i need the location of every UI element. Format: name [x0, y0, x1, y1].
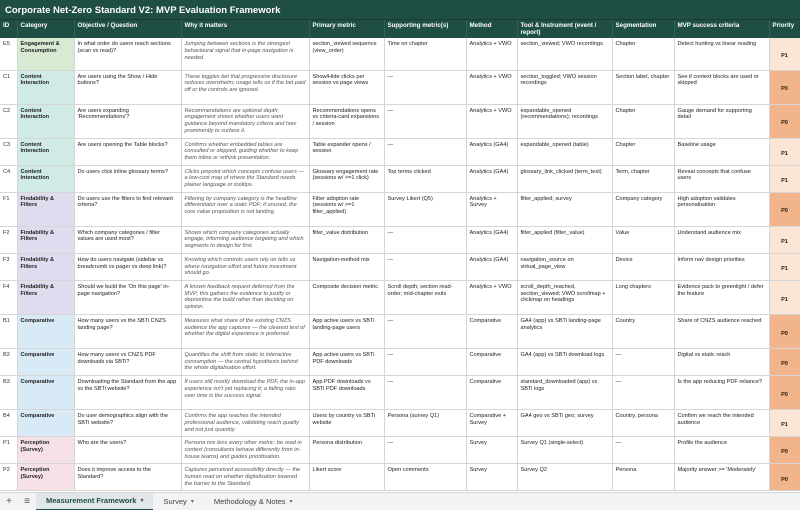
segmentation-cell[interactable]: Chapter	[612, 38, 674, 70]
success-criteria-cell[interactable]: Reveal concepts that confuse users	[674, 165, 769, 192]
why-cell[interactable]: Persona mix lens every other metric: be read in context (consultants behave differently from in-house teams) and guides prioritisation.	[181, 437, 309, 464]
sheet-tab[interactable]	[153, 493, 203, 510]
priority-cell[interactable]: P0	[769, 104, 800, 138]
tool-cell[interactable]: Survey Q2	[517, 464, 612, 491]
supporting-metric-cell[interactable]: Top terms clicked	[384, 165, 466, 192]
why-cell[interactable]: Confirms the app reaches the intended professional audience, validating reach quality and not just quantity.	[181, 410, 309, 437]
id-cell[interactable]: B4	[0, 410, 17, 437]
objective-cell[interactable]: Do users use the filters to find relevant criteria?	[74, 192, 181, 226]
supporting-metric-cell[interactable]: Survey Likert (Q5)	[384, 192, 466, 226]
method-cell[interactable]: Analytics (GA4)	[466, 253, 517, 280]
tool-cell[interactable]: standard_downloaded (app) vs SBTi logs	[517, 376, 612, 410]
chevron-down-icon[interactable]: ▾	[140, 498, 144, 504]
supporting-metric-cell[interactable]: —	[384, 376, 466, 410]
supporting-metric-cell[interactable]: Open comments	[384, 464, 466, 491]
success-criteria-cell[interactable]: High adoption validates personalisation	[674, 192, 769, 226]
success-criteria-cell[interactable]: Confirm we reach the intended audience	[674, 410, 769, 437]
primary-metric-cell[interactable]: Glossary engagement rate (sessions w/ >=1 click)	[309, 165, 384, 192]
id-cell[interactable]: F4	[0, 281, 17, 315]
why-cell[interactable]: Shows which company categories actually engage, informing audience targeting and which segments to design for first.	[181, 226, 309, 253]
tool-cell[interactable]: expandable_opened (recommendations); recordings	[517, 104, 612, 138]
sheet-tab-bar	[0, 492, 800, 510]
objective-cell[interactable]: How many users vs the SBTi CNZS landing page?	[74, 315, 181, 349]
primary-metric-cell[interactable]: Persona distribution	[309, 437, 384, 464]
tool-cell[interactable]: glossary_link_clicked (term_text)	[517, 165, 612, 192]
category-cell[interactable]: Content Interaction	[17, 70, 74, 104]
column-header[interactable]: Supporting metric(s)	[384, 20, 466, 38]
id-cell[interactable]: C2	[0, 104, 17, 138]
table-row[interactable]	[0, 192, 800, 226]
supporting-metric-cell[interactable]: —	[384, 349, 466, 376]
column-header[interactable]: Priority	[769, 20, 800, 38]
supporting-metric-cell[interactable]: Time on chapter	[384, 38, 466, 70]
table-row[interactable]	[0, 315, 800, 349]
primary-metric-cell[interactable]: Table expander opens / session	[309, 138, 384, 165]
why-cell[interactable]: Quantifies the shift from static to interactive consumption — the central hypothesis behind the whole digitalisation effort.	[181, 349, 309, 376]
chevron-down-icon[interactable]: ▾	[289, 499, 293, 505]
supporting-metric-cell[interactable]: —	[384, 315, 466, 349]
category-cell[interactable]: Comparative	[17, 315, 74, 349]
category-cell[interactable]: Content Interaction	[17, 165, 74, 192]
primary-metric-cell[interactable]: App active users vs SBTi landing-page users	[309, 315, 384, 349]
column-header[interactable]: ID	[0, 20, 17, 38]
supporting-metric-cell[interactable]: —	[384, 138, 466, 165]
segmentation-cell[interactable]: Chapter	[612, 104, 674, 138]
success-criteria-cell[interactable]: Is the app reducing PDF reliance?	[674, 376, 769, 410]
objective-cell[interactable]: Are users opening the Table blocks?	[74, 138, 181, 165]
why-cell[interactable]: Measures what share of the existing CNZS audience the app captures — the clearest test of whether the digital experience is preferred.	[181, 315, 309, 349]
id-cell[interactable]: F1	[0, 192, 17, 226]
priority-cell[interactable]: P0	[769, 349, 800, 376]
method-cell[interactable]: Comparative	[466, 349, 517, 376]
segmentation-cell[interactable]: Device	[612, 253, 674, 280]
sheet-tab-label: Survey	[163, 497, 187, 506]
tool-cell[interactable]: scroll_depth_reached, section_viewed; VWO scrollmap + clickmap on headings	[517, 281, 612, 315]
id-cell[interactable]: C1	[0, 70, 17, 104]
tool-cell[interactable]: navigation_source on virtual_page_view	[517, 253, 612, 280]
supporting-metric-cell[interactable]: Scroll depth; section read-order; mid-chapter exits	[384, 281, 466, 315]
framework-table	[0, 20, 800, 491]
priority-cell[interactable]: P1	[769, 410, 800, 437]
table-row[interactable]	[0, 38, 800, 70]
segmentation-cell[interactable]: Value	[612, 226, 674, 253]
priority-cell[interactable]: P0	[769, 437, 800, 464]
success-criteria-cell[interactable]: Share of CNZS audience reached	[674, 315, 769, 349]
category-cell[interactable]: Findability & Filters	[17, 192, 74, 226]
sheet-title: Corporate Net-Zero Standard V2: MVP Evaluation Framework	[0, 0, 800, 20]
table-row[interactable]	[0, 70, 800, 104]
why-cell[interactable]: Clicks pinpoint which concepts confuse users — a low-cost map of where the Standard needs plainer language or tooltips.	[181, 165, 309, 192]
table-row[interactable]	[0, 437, 800, 464]
column-header[interactable]: Tool & Instrument (event / report)	[517, 20, 612, 38]
category-cell[interactable]: Engagement & Consumption	[17, 38, 74, 70]
id-cell[interactable]: P2	[0, 464, 17, 491]
sheet-tab[interactable]	[204, 493, 303, 510]
category-cell[interactable]: Findability & Filters	[17, 281, 74, 315]
method-cell[interactable]: Comparative + Survey	[466, 410, 517, 437]
priority-cell[interactable]: P0	[769, 70, 800, 104]
id-cell[interactable]: F3	[0, 253, 17, 280]
table-row[interactable]	[0, 376, 800, 410]
segmentation-cell[interactable]: Persona	[612, 464, 674, 491]
primary-metric-cell[interactable]: Filter adoption rate (sessions w/ >=1 filter_applied)	[309, 192, 384, 226]
supporting-metric-cell[interactable]: —	[384, 104, 466, 138]
tool-cell[interactable]: section_toggled; VWO session recordings	[517, 70, 612, 104]
primary-metric-cell[interactable]: Navigation-method mix	[309, 253, 384, 280]
segmentation-cell[interactable]: Long chapters	[612, 281, 674, 315]
segmentation-cell[interactable]: Chapter	[612, 138, 674, 165]
id-cell[interactable]: C3	[0, 138, 17, 165]
success-criteria-cell[interactable]: Profile the audience	[674, 437, 769, 464]
table-row[interactable]	[0, 104, 800, 138]
objective-cell[interactable]: How many users vs CNZS PDF downloads via SBTi?	[74, 349, 181, 376]
segmentation-cell[interactable]: Company category	[612, 192, 674, 226]
id-cell[interactable]: B2	[0, 349, 17, 376]
primary-metric-cell[interactable]: App active users vs SBTi PDF downloads	[309, 349, 384, 376]
primary-metric-cell[interactable]: App PDF downloads vs SBTi PDF downloads	[309, 376, 384, 410]
objective-cell[interactable]: Which company categories / filter values are used most?	[74, 226, 181, 253]
table-row[interactable]	[0, 349, 800, 376]
priority-cell[interactable]: P1	[769, 226, 800, 253]
success-criteria-cell[interactable]: Digital vs static reach	[674, 349, 769, 376]
method-cell[interactable]: Analytics (GA4)	[466, 226, 517, 253]
success-criteria-cell[interactable]: Majority answer >= 'Moderately'	[674, 464, 769, 491]
primary-metric-cell[interactable]: Show/Hide clicks per session vs page views	[309, 70, 384, 104]
id-cell[interactable]: B1	[0, 315, 17, 349]
category-cell[interactable]: Content Interaction	[17, 138, 74, 165]
segmentation-cell[interactable]: Term, chapter	[612, 165, 674, 192]
segmentation-cell[interactable]: —	[612, 437, 674, 464]
segmentation-cell[interactable]: Country	[612, 315, 674, 349]
id-cell[interactable]: E5	[0, 38, 17, 70]
column-header[interactable]: Primary metric	[309, 20, 384, 38]
priority-cell[interactable]: P1	[769, 281, 800, 315]
primary-metric-cell[interactable]: Recommendations opens vs criteria-card expansions / session	[309, 104, 384, 138]
priority-cell[interactable]: P1	[769, 165, 800, 192]
id-cell[interactable]: P1	[0, 437, 17, 464]
sheet-tab-label: Methodology & Notes	[213, 497, 286, 506]
column-header[interactable]: Why it matters	[181, 20, 309, 38]
sheet-tab[interactable]	[36, 493, 153, 510]
table-row[interactable]	[0, 281, 800, 315]
primary-metric-cell[interactable]: section_viewed sequence (view_order)	[309, 38, 384, 70]
category-cell[interactable]: Comparative	[17, 349, 74, 376]
method-cell[interactable]: Comparative	[466, 315, 517, 349]
category-cell[interactable]: Content Interaction	[17, 104, 74, 138]
column-header[interactable]: Segmentation	[612, 20, 674, 38]
supporting-metric-cell[interactable]: —	[384, 226, 466, 253]
segmentation-cell[interactable]: Section label, chapter	[612, 70, 674, 104]
method-cell[interactable]: Analytics + VWO	[466, 38, 517, 70]
objective-cell[interactable]: Are users expanding 'Recommendations'?	[74, 104, 181, 138]
priority-cell[interactable]: P0	[769, 376, 800, 410]
objective-cell[interactable]: Are users using the Show / Hide buttons?	[74, 70, 181, 104]
why-cell[interactable]: Filtering by company category is the headline differentiator over a static PDF; if unused, the core value proposition is not landing.	[181, 192, 309, 226]
primary-metric-cell[interactable]: Users by country vs SBTi website	[309, 410, 384, 437]
supporting-metric-cell[interactable]: —	[384, 253, 466, 280]
primary-metric-cell[interactable]: Composite decision metric	[309, 281, 384, 315]
success-criteria-cell[interactable]: Gauge demand for supporting detail	[674, 104, 769, 138]
priority-cell[interactable]: P1	[769, 138, 800, 165]
column-header[interactable]: Method	[466, 20, 517, 38]
plus-icon[interactable]: +	[6, 496, 12, 507]
tool-cell[interactable]: expandable_opened (table)	[517, 138, 612, 165]
method-cell[interactable]: Analytics (GA4)	[466, 138, 517, 165]
category-cell[interactable]: Findability & Filters	[17, 226, 74, 253]
table-row[interactable]	[0, 165, 800, 192]
method-cell[interactable]: Analytics + VWO	[466, 70, 517, 104]
sheet-tab-label: Measurement Framework	[46, 496, 137, 505]
tool-cell[interactable]: filter_applied; survey	[517, 192, 612, 226]
objective-cell[interactable]: How do users navigate (sidebar vs breadcrumb vs pager vs deep link)?	[74, 253, 181, 280]
method-cell[interactable]: Survey	[466, 437, 517, 464]
method-cell[interactable]: Analytics + VWO	[466, 104, 517, 138]
tool-cell[interactable]: GA4 (app) vs SBTi landing-page analytics	[517, 315, 612, 349]
why-cell[interactable]: Knowing which controls users rely on tells us where navigation effort and future investment should go.	[181, 253, 309, 280]
column-header[interactable]: MVP success criteria	[674, 20, 769, 38]
priority-cell[interactable]: P0	[769, 192, 800, 226]
why-cell[interactable]: Jumping between sections is the strongest behavioural signal that in-page navigation is needed.	[181, 38, 309, 70]
table-row[interactable]	[0, 464, 800, 491]
priority-cell[interactable]: P0	[769, 315, 800, 349]
primary-metric-cell[interactable]: Likert score	[309, 464, 384, 491]
id-cell[interactable]: C4	[0, 165, 17, 192]
method-cell[interactable]: Survey	[466, 464, 517, 491]
column-header[interactable]: Category	[17, 20, 74, 38]
priority-cell[interactable]: P1	[769, 38, 800, 70]
why-cell[interactable]: A known feedback request deferred from the MVP; this gathers the evidence to justify or deprioritise the build rather than deciding on opinion.	[181, 281, 309, 315]
primary-metric-cell[interactable]: filter_value distribution	[309, 226, 384, 253]
success-criteria-cell[interactable]: See if context blocks are used or skipped	[674, 70, 769, 104]
success-criteria-cell[interactable]: Evidence pack to greenlight / defer the feature	[674, 281, 769, 315]
why-cell[interactable]: These toggles bet that progressive disclosure reduces overwhelm; usage tells us if the bet paid off or the controls are ignored.	[181, 70, 309, 104]
category-cell[interactable]: Findability & Filters	[17, 253, 74, 280]
tool-cell[interactable]: section_viewed; VWO recordings	[517, 38, 612, 70]
category-cell[interactable]: Perception (Survey)	[17, 464, 74, 491]
objective-cell[interactable]: Do users click inline glossary terms?	[74, 165, 181, 192]
table-row[interactable]	[0, 226, 800, 253]
objective-cell[interactable]: Should we build the 'On this page' in-page navigation?	[74, 281, 181, 315]
success-criteria-cell[interactable]: Baseline usage	[674, 138, 769, 165]
tool-cell[interactable]: filter_applied (filter_value)	[517, 226, 612, 253]
objective-cell[interactable]: Downloading the Standard from the app vs the SBTi website?	[74, 376, 181, 410]
tool-cell[interactable]: GA4 (app) vs SBTi download logs	[517, 349, 612, 376]
success-criteria-cell[interactable]: Understand audience mix	[674, 226, 769, 253]
success-criteria-cell[interactable]: Inform nav design priorities	[674, 253, 769, 280]
tool-cell[interactable]: Survey Q1 (single-select)	[517, 437, 612, 464]
why-cell[interactable]: If users still mostly download the PDF, the in-app experience isn't yet replacing it; a falling ratio over time is the success signal.	[181, 376, 309, 410]
objective-cell[interactable]: In what order do users reach sections (scan vs read)?	[74, 38, 181, 70]
id-cell[interactable]: B3	[0, 376, 17, 410]
table-body	[0, 38, 800, 491]
method-cell[interactable]: Analytics + VWO	[466, 281, 517, 315]
supporting-metric-cell[interactable]: —	[384, 437, 466, 464]
id-cell[interactable]: F2	[0, 226, 17, 253]
tool-cell[interactable]: GA4 geo vs SBTi geo; survey	[517, 410, 612, 437]
category-cell[interactable]: Comparative	[17, 410, 74, 437]
supporting-metric-cell[interactable]: —	[384, 70, 466, 104]
category-cell[interactable]: Comparative	[17, 376, 74, 410]
objective-cell[interactable]: Who are the users?	[74, 437, 181, 464]
chevron-down-icon[interactable]: ▾	[190, 499, 194, 505]
table-row[interactable]	[0, 138, 800, 165]
table-row[interactable]	[0, 253, 800, 280]
why-cell[interactable]: Confirms whether embedded tables are consulted or skipped, guiding whether to keep them inline or rethink presentation.	[181, 138, 309, 165]
priority-cell[interactable]: P1	[769, 253, 800, 280]
objective-cell[interactable]: Do user demographics align with the SBTi website?	[74, 410, 181, 437]
method-cell[interactable]: Comparative	[466, 376, 517, 410]
method-cell[interactable]: Analytics (GA4)	[466, 165, 517, 192]
segmentation-cell[interactable]: Country, persona	[612, 410, 674, 437]
header-row	[0, 20, 800, 38]
success-criteria-cell[interactable]: Detect hunting vs linear reading	[674, 38, 769, 70]
supporting-metric-cell[interactable]: Persona (survey Q1)	[384, 410, 466, 437]
why-cell[interactable]: Recommendations are optional depth; engagement shows whether users want guidance beyond mandatory criteria and how prominently to surface it.	[181, 104, 309, 138]
objective-cell[interactable]: Does it improve access to the Standard?	[74, 464, 181, 491]
priority-cell[interactable]: P0	[769, 464, 800, 491]
segmentation-cell[interactable]: —	[612, 376, 674, 410]
category-cell[interactable]: Perception (Survey)	[17, 437, 74, 464]
why-cell[interactable]: Captures perceived accessibility directly — the human read on whether digitalisation lowered the barrier to the Standard.	[181, 464, 309, 491]
segmentation-cell[interactable]: —	[612, 349, 674, 376]
column-header[interactable]: Objective / Question	[74, 20, 181, 38]
table-row[interactable]	[0, 410, 800, 437]
method-cell[interactable]: Analytics + Survey	[466, 192, 517, 226]
hamburger-icon[interactable]: ≡	[24, 496, 30, 507]
